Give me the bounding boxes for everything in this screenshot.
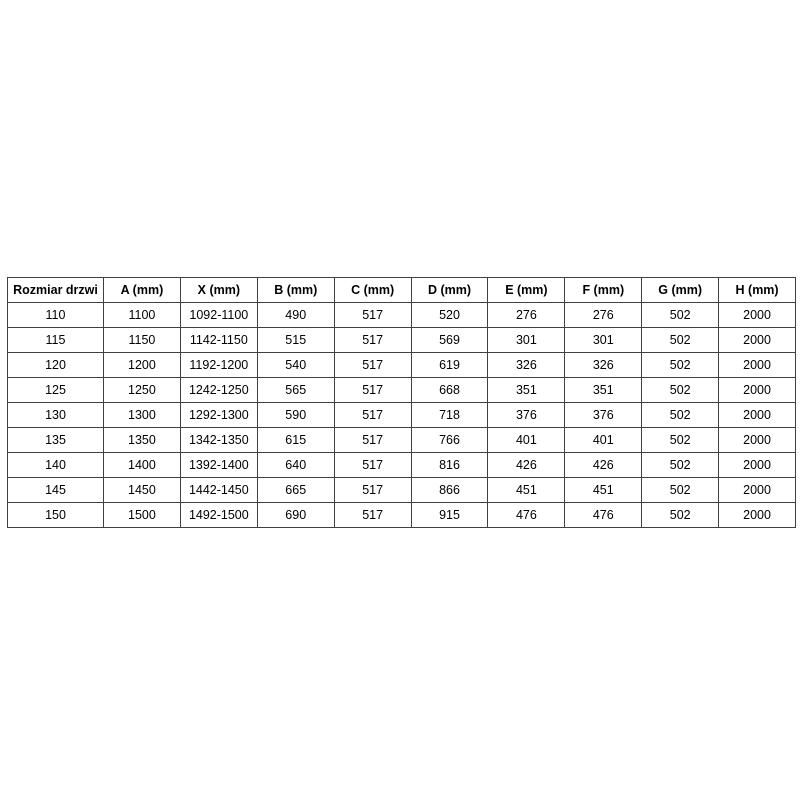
table-row (8, 353, 796, 378)
table-cell: 1500 (104, 503, 181, 528)
table-cell: 1342-1350 (180, 428, 257, 453)
table-cell: 2000 (719, 303, 796, 328)
table-cell: 517 (334, 428, 411, 453)
header-cell: E (mm) (488, 278, 565, 303)
table-cell: 1392-1400 (180, 453, 257, 478)
table-cell: 110 (8, 303, 104, 328)
header-cell: C (mm) (334, 278, 411, 303)
table-cell: 502 (642, 403, 719, 428)
table-cell: 718 (411, 403, 488, 428)
table-cell: 515 (257, 328, 334, 353)
table-cell: 1250 (104, 378, 181, 403)
table-cell: 517 (334, 503, 411, 528)
table-row (8, 328, 796, 353)
table-row (8, 378, 796, 403)
table-cell: 351 (488, 378, 565, 403)
table-cell: 376 (565, 403, 642, 428)
table-row (8, 478, 796, 503)
table-cell: 517 (334, 328, 411, 353)
table-cell: 2000 (719, 403, 796, 428)
table-header-row (8, 278, 796, 303)
table-cell: 520 (411, 303, 488, 328)
table-cell: 401 (565, 428, 642, 453)
table-cell: 1142-1150 (180, 328, 257, 353)
table-cell: 276 (488, 303, 565, 328)
table-cell: 502 (642, 303, 719, 328)
table-row (8, 303, 796, 328)
table-cell: 2000 (719, 428, 796, 453)
table-body (8, 303, 796, 528)
header-cell: G (mm) (642, 278, 719, 303)
table-cell: 665 (257, 478, 334, 503)
table-cell: 668 (411, 378, 488, 403)
table-cell: 1092-1100 (180, 303, 257, 328)
table-cell: 619 (411, 353, 488, 378)
header-cell: F (mm) (565, 278, 642, 303)
table-cell: 2000 (719, 328, 796, 353)
table-cell: 451 (488, 478, 565, 503)
table-cell: 426 (488, 453, 565, 478)
table-cell: 569 (411, 328, 488, 353)
table-cell: 517 (334, 353, 411, 378)
table-cell: 490 (257, 303, 334, 328)
table-cell: 130 (8, 403, 104, 428)
table-cell: 476 (488, 503, 565, 528)
table-cell: 2000 (719, 353, 796, 378)
table-cell: 1150 (104, 328, 181, 353)
table-cell: 1200 (104, 353, 181, 378)
table-cell: 502 (642, 453, 719, 478)
table-cell: 517 (334, 478, 411, 503)
table-cell: 1450 (104, 478, 181, 503)
table-cell: 540 (257, 353, 334, 378)
table-row (8, 428, 796, 453)
table-cell: 502 (642, 328, 719, 353)
table-cell: 915 (411, 503, 488, 528)
table-cell: 517 (334, 453, 411, 478)
table-cell: 1350 (104, 428, 181, 453)
table-cell: 351 (565, 378, 642, 403)
table-cell: 401 (488, 428, 565, 453)
table-cell: 426 (565, 453, 642, 478)
header-cell: B (mm) (257, 278, 334, 303)
door-dimensions-table (7, 277, 796, 528)
table-cell: 140 (8, 453, 104, 478)
header-cell: D (mm) (411, 278, 488, 303)
table-cell: 150 (8, 503, 104, 528)
header-cell: Rozmiar drzwi (8, 278, 104, 303)
table-cell: 115 (8, 328, 104, 353)
table-cell: 517 (334, 378, 411, 403)
table-row (8, 403, 796, 428)
table-row (8, 453, 796, 478)
table-cell: 816 (411, 453, 488, 478)
table-cell: 590 (257, 403, 334, 428)
table-cell: 1192-1200 (180, 353, 257, 378)
header-cell: A (mm) (104, 278, 181, 303)
table-cell: 125 (8, 378, 104, 403)
table-cell: 2000 (719, 378, 796, 403)
table-cell: 451 (565, 478, 642, 503)
header-row (8, 278, 796, 303)
table-cell: 565 (257, 378, 334, 403)
table-cell: 502 (642, 353, 719, 378)
table-cell: 301 (488, 328, 565, 353)
table-cell: 502 (642, 378, 719, 403)
table-cell: 1442-1450 (180, 478, 257, 503)
table-cell: 1400 (104, 453, 181, 478)
table-cell: 276 (565, 303, 642, 328)
table-cell: 476 (565, 503, 642, 528)
table-cell: 766 (411, 428, 488, 453)
table-row (8, 503, 796, 528)
table-cell: 1242-1250 (180, 378, 257, 403)
table-cell: 502 (642, 478, 719, 503)
table-cell: 1292-1300 (180, 403, 257, 428)
table-cell: 502 (642, 428, 719, 453)
table-cell: 690 (257, 503, 334, 528)
header-cell: H (mm) (719, 278, 796, 303)
table-cell: 866 (411, 478, 488, 503)
table-cell: 376 (488, 403, 565, 428)
table-cell: 517 (334, 303, 411, 328)
table-cell: 135 (8, 428, 104, 453)
table-cell: 120 (8, 353, 104, 378)
table-cell: 640 (257, 453, 334, 478)
header-cell: X (mm) (180, 278, 257, 303)
table-cell: 2000 (719, 453, 796, 478)
table-cell: 2000 (719, 503, 796, 528)
table-cell: 326 (565, 353, 642, 378)
table-cell: 326 (488, 353, 565, 378)
table-cell: 615 (257, 428, 334, 453)
table-cell: 1100 (104, 303, 181, 328)
table-cell: 145 (8, 478, 104, 503)
table-cell: 1300 (104, 403, 181, 428)
table-cell: 301 (565, 328, 642, 353)
table-cell: 502 (642, 503, 719, 528)
table-cell: 2000 (719, 478, 796, 503)
table-cell: 517 (334, 403, 411, 428)
table-cell: 1492-1500 (180, 503, 257, 528)
